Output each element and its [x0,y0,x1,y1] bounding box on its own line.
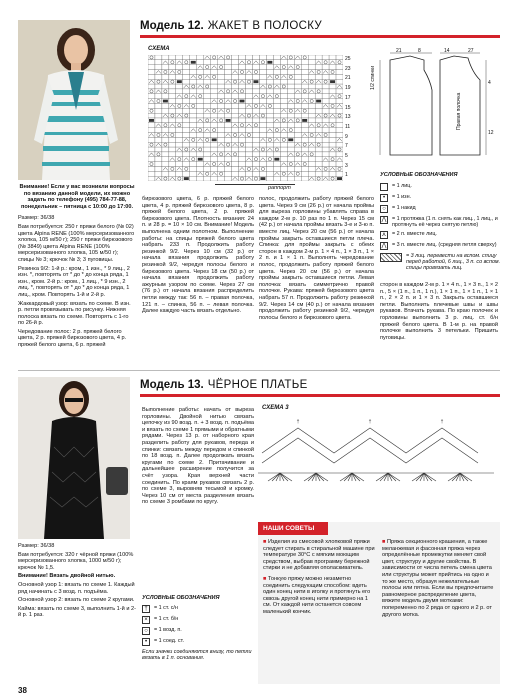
model13-legend-item [142,638,254,646]
row-number: 1 [345,172,348,179]
model12-pattern-diagram [372,50,497,165]
tips-right-column [382,539,495,618]
model12-photo [18,20,130,180]
model13-legend-symbol-icon: • [142,638,150,646]
model13-legend-title: УСЛОВНЫЕ ОБОЗНАЧЕНИЯ [142,595,220,601]
tip-item-1: ■ Изделия из смесовой хлопковой пряжи следует стирать в стиральной машине при температуре 30°С с мягким моющим средством, выбрав программу бережной стирки и не добавляя ополаскиватель. [263,539,375,572]
model12-col4: сторон в каждом 2-м р. 1 × 4 п., 1 × 3 п., 1 × 2 п., 5 × (1 п., 1 п., 1 п.), 1 × 1 п., 1 × 1 п., 1 × 1 п., 2 × 2 п. и 1 × 3 п. Закрыть оставшиеся петли. Выполнить плечевые швы и швы рукавов. Втачать рукава. По краю полочек и горловины выполнить 3 р. лиц. ст. б/н пряжей белого цвета. В 1-м р. на правой полочке выполнить 3 петельки. Пришить пуговицы. [380,282,498,341]
page-number: 38 [18,686,27,695]
model13-size: Размер: 36/38 [18,543,55,549]
size-top-2: 8 [418,48,421,54]
model12-legend-symbol-icon: ⋀ [381,217,387,223]
model12-legend-symbol-icon [380,183,388,191]
svg-text:†: † [440,419,444,425]
model13-header [140,379,500,397]
model13-materials: Вам потребуется: 320 г чёрной пряжи (100% мерсеризованного хлопка, 1000 м/50 г); крючок № 1,5. [18,551,134,571]
model13-legend-text: = 1 ст. б/н [154,616,179,622]
svg-text:†: † [368,419,372,425]
model12-legend-text: = 1 протяжка (1 п. снять как лиц., 1 лиц., и протянуть её через снятую петлю) [392,216,498,228]
model12-legend-item [380,183,502,191]
model12-size: Размер: 36/38 [18,215,55,222]
model12-row-numbers [345,55,357,181]
tips-title: НАШИ СОВЕТЫ [258,522,328,535]
model12-legend-text: = 3 п. вместе лиц. (средняя петля сверху) [392,242,497,248]
row-number: 13 [345,114,351,121]
row-number: 23 [345,65,351,72]
model13-legend-symbol-icon: × [142,616,150,624]
row-number: 25 [345,56,351,62]
model12-col2: бирюзового цвета, 6 р. пряжей белого цвета, 4 р. пряжей бирюзового цвета, 8 р. пряжей белого цвета, 2 р. пряжей бирюзового цвета. Плотность вязания: 24 п. и 28 р. = 10 × 10 см. Внимание! Модель выполнена одним полотном. Выполнение работы: на спицы пряжей белого цвета набрать 233 п. Продолжить работу резинкой 9/2. Через 10 см (32 р.) от начала вязания продолжить работу резинкой 9/2, чередуя полосы белого и бирюзового цвета. Через 18 см (50 р.) от начала вязания продолжить работу ажурным узором по схеме. Через 27 см (76 р.) от начала вязания распределить петли между так: 56 п. – правая полочка, 121 п. – спинка, 56 п. – левая полочка. Далее каждую часть вязать отдельно. [142,196,254,315]
model12-legend-item [380,242,502,250]
model12-number: Модель 12. [140,20,204,32]
row-number: 21 [345,75,351,82]
model12-legend-item [380,205,502,213]
model13-col2: Выполнение работы: начать от выреза горловины. Двойной нитью связать цепочку из 90 возд. п. + 3 возд. п. подъёма и вязать по схеме 1 прямыми и обратными рядами. Через 13 р. от наборного края разделить работу для рукавов, переда и спинки: связать между передом и спинкой по 18 возд. п. Далее продолжать вязать кругами по схеме 2. Притачивание и дальнейшее расширение получится за счёт узора. Края верхней части соединить. По краям рукавов связать 2 р. по схеме 3, выровняв тесьмой и кромку. Через 10 см от места разделения вязать по схеме 3 ромбами по кругу. [142,407,254,506]
model13-legend-text: = 1 соед. ст. [154,638,184,644]
back-label: 1/2 спинки [370,65,376,90]
model13-title: ЧЁРНОЕ ПЛАТЬЕ [207,379,308,391]
model13-pattern2: Основной узор 2: вязать по схеме 2 кругами. [18,597,135,604]
model13-notice: Внимание! Вязать двойной нитью. [18,573,116,580]
side-value-2: 12 [488,130,494,136]
model13-pattern1: Основной узор 1: вязать по схеме 1. Каждый ряд начинать с 3 возд. п. подъёма. [18,581,135,595]
model13-legend-note: Если значки соединяются внизу, то петли вязать в 1 п. основания. [142,649,252,661]
model12-legend-symbol-icon: ○ [380,205,388,213]
model13-legend-item [142,627,254,635]
row-number: 9 [345,133,348,140]
model12-legend-symbol-icon: ⋏ [381,232,387,238]
model12-legend [380,172,502,274]
tip-item-2: ■ Тонкую пряжу можно незаметно соединить следующим способом: вдеть один конец нити в иголку и протянуть его сквозь другой конец нити примерно на 1 см. От каждой нити останется совсем маленький кончик. [263,575,371,615]
tips-left-column [263,539,376,618]
model12-jacquard: Жаккардовый узор: вязать по схеме. В изн. р. петли провязывать по рисунку. Нижняя полоска вязать по схеме. Повторять с 1-го по 26-й р. [18,300,131,327]
model12-legend-item [380,216,502,228]
model13-legend-symbol-icon: † [142,605,150,613]
row-number: 3 [345,162,348,169]
cable-symbol-icon [380,253,402,262]
row-number: 5 [345,153,348,160]
size-top-1: 21 [396,48,402,54]
tip-item-3: ■ Пряжа секционного крашения, а также меланжевая и фасонная пряжа через определённые промежутки меняет свой цвет, структуру и другие свойства. В зависимости от числа петель смена цвета или структуры может прийтись на одно и то же место, образуя нежелательные полосы или пятна. Если вы предпочитаете равномерное распределение цвета, вяжите модель двумя мотками: попеременно по 2 ряда от одного и 2 р. от другого мотка. [382,539,494,618]
model13-legend-text: = 1 ст. с/н [154,605,178,611]
model12-col3: полос, продолжить работу пряжей белого цвета. Через 9 см (26 р.) от начала проймы для выреза горловины убавлять справа в каждом 2-м р. 10 раз по 1 п. Через 15 см (42 р.) от начала проймы вязать 3-е и 3-ю п. вместе лиц. Через 20 см (56 р.) от начала проймы закрыть оставшиеся петли плеча. Спинка: для проймы закрыть с обеих сторон в каждом 2-м р. 1 × 4 п., 1 × 3 п., 1 × 2 п. и 1 × 1 п. Выполнять чередование полос, продолжить работу пряжей белого цвета. Через 20 см (56 р.) от начала проймы закрыть оставшиеся петли. Левая полочка: вязать симметрично правой полочке. Рукава: пряжей бирюзового цвета набрать 57 п. Продолжить работу резинкой 9/2. Через 14 см (40 р.) от начала вязания продолжить работу резинкой 9/2, чередуя полосы белого и бирюзового цвета. [259,196,374,321]
model12-materials: Вам потребуется: 250 г пряжи белого (№ 02) цвета Alpina RENE (100% мерсеризованного хлопка, 105 м/50 г); 250 г пряжи бирюзового (№ 3849) цвета Alpina RENE (100% мерсеризованного хлопка, 105 м/50 г); спицы № 3; крючок № 3; 3 пуговицы. [18,223,135,263]
model12-col1 [18,184,136,351]
model13-col1 [18,543,136,619]
model12-legend-item [380,194,502,202]
model12-legend-text: = 1 накид [392,205,416,211]
rapport-line [215,184,295,185]
model12-legend-text: = 2 п. вместе лиц. [392,231,437,237]
model13-scheme-label: СХЕМА 3 [262,405,289,411]
model13-number: Модель 13. [140,379,204,391]
model13-edge: Кайма: вязать по схеме 3, выполнить 1-й и 2-й р. 1 раз. [18,605,136,619]
model12-legend-text: = 1 лиц. [392,183,412,189]
model13-legend [142,595,254,661]
model13-legend-symbol-icon: ○ [142,627,150,635]
model12-notice: Внимание! Если у вас возникли вопросы по вязанию данной модели, их можно задать по телефону (495) 784-77-88, понедельник – пятница с 10:00 до 17:00. [19,184,135,210]
size-top-3: 14 [444,48,450,54]
tips-box [258,522,500,684]
model12-legend-text: = 1 изн. [392,194,412,200]
model12-stripes: Чередование полос: 2 р. пряжей белого цвета, 2 р. пряжей бирюзового цвета, 4 р. пряжей белого цвета, 6 р. пряжей [18,328,127,349]
model12-legend-title: УСЛОВНЫЕ ОБОЗНАЧЕНИЯ [380,172,458,178]
model12-stitch-chart [148,55,343,181]
row-number: 15 [345,104,351,111]
model12-header [140,20,500,38]
rapport-label: раппорт [268,185,291,191]
model12-legend-symbol-icon: ⋀ [381,243,387,249]
model12-legend-symbol-icon: • [380,194,388,202]
model12-scheme-label: СХЕМА [148,46,170,52]
model12-legend-item [380,231,502,239]
row-number: 11 [345,123,351,130]
model12-rib: Резинка 9/2: 1-й р.: кром., 1 изн., * 9 лиц., 2 изн. *, повторять от * до * до конца ряда, 1 изн., кром. 2-й р.: кром., 1 лиц., * 9 изн., 2 лиц. *, повторять от * до * до конца ряда, 1 лиц., кром. Повторять 1-й и 2-й р. [18,265,130,298]
legend-extra: = 3 лиц. перевести на вспом. спицу перед работой, 6 лиц., 3 п. со вспом. спицы провязать лиц. [406,253,501,271]
model13-legend-item [142,616,254,624]
row-number: 7 [345,143,348,150]
model13-crochet-chart [258,413,500,491]
size-top-4: 27 [468,48,474,54]
front-label: Правая полочка [456,92,462,130]
model12-title: ЖАКЕТ В ПОЛОСКУ [207,20,322,32]
row-number: 19 [345,85,351,92]
model13-legend-text: = 1 возд. п. [154,627,182,633]
model13-legend-item [142,605,254,613]
model13-photo [18,377,130,539]
side-value-1: 4 [488,80,491,86]
section-divider [18,370,500,371]
svg-text:†: † [296,419,300,425]
row-number: 17 [345,94,351,101]
